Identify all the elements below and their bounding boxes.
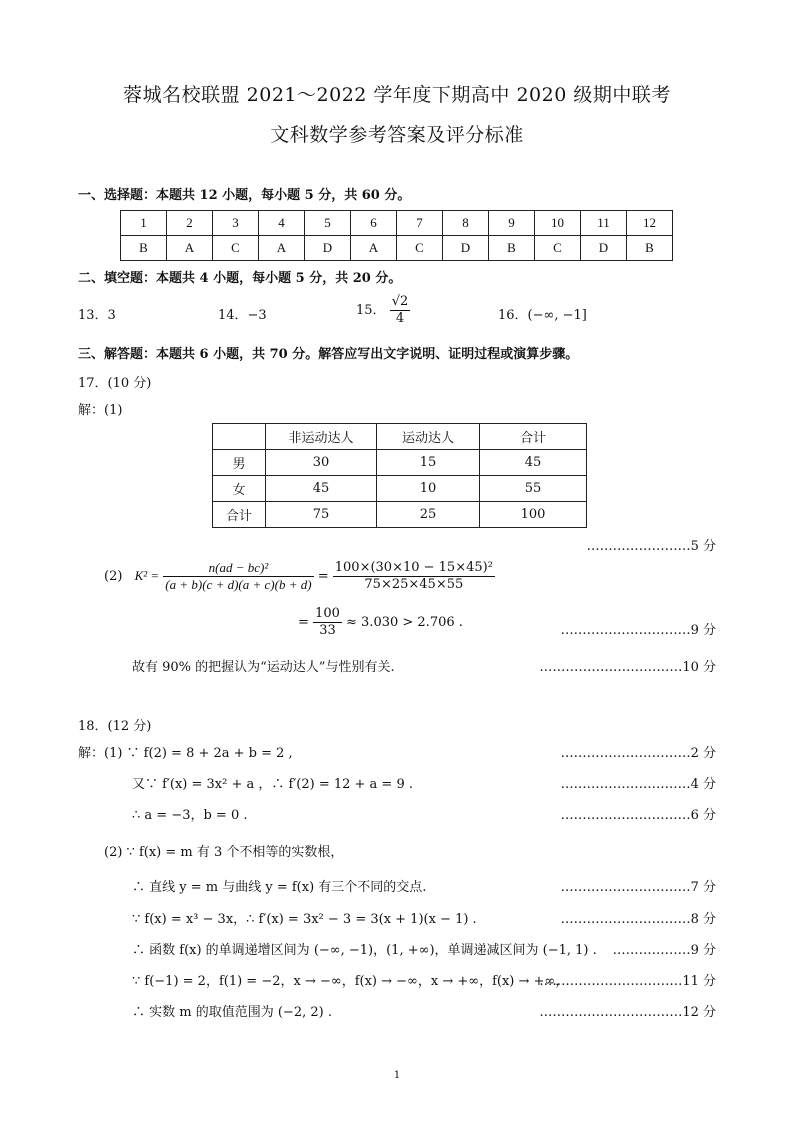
answer-table (120, 210, 673, 261)
fraction-denominator: 4 (395, 311, 405, 326)
q18-score-4: …………………………4 分 (560, 777, 716, 792)
k2-result-comparison: ≈ 3.030 > 2.706 . (346, 615, 463, 630)
answer-number-cell: 5 (305, 211, 351, 236)
contingency-cell: 10 (377, 476, 480, 502)
answer-number-cell: 8 (443, 211, 489, 236)
contingency-cell: 30 (266, 450, 377, 476)
answer-13: 13．3 (78, 308, 116, 323)
answer-number-cell: 12 (627, 211, 673, 236)
k2-value-fraction (333, 560, 495, 593)
answer-number-cell: 1 (121, 211, 167, 236)
section1-heading: 一、选择题：本题共 12 小题，每小题 5 分，共 60 分。 (78, 188, 411, 203)
answer-value-cell: C (535, 236, 581, 261)
k2-value-numerator: 100×(30×10 − 15×45)² (334, 560, 493, 575)
k2-value-denominator: 75×25×45×55 (364, 577, 464, 592)
answer-number-cell: 7 (397, 211, 443, 236)
q18-score-7: …………………………7 分 (560, 880, 716, 895)
answer-15-fraction (390, 294, 411, 327)
q18-line6: ∵ f(x) = x³ − 3x，∴ f′(x) = 3x² − 3 = 3(x + 1)(x − 1) . (132, 912, 477, 927)
contingency-cell: 25 (377, 502, 480, 528)
contingency-cell: 15 (377, 450, 480, 476)
q17-label: 17．(10 分) (78, 376, 152, 391)
q18-score-6: …………………………6 分 (560, 808, 716, 823)
answer-value-cell: D (443, 236, 489, 261)
q18-score-9: ………………9 分 (612, 943, 716, 958)
answer-number-cell: 11 (581, 211, 627, 236)
contingency-cell: 100 (480, 502, 587, 528)
answer-14: 14．−3 (218, 308, 267, 323)
contingency-cell: 合计 (213, 502, 266, 528)
contingency-cell: 女 (213, 476, 266, 502)
q18-label: 18．(12 分) (78, 719, 152, 734)
answer-value-row (121, 236, 673, 261)
k2-formula-denominator: (a + b)(c + d)(a + c)(b + d) (165, 577, 312, 592)
answer-value-cell: D (581, 236, 627, 261)
answer-15-label: 15． (356, 303, 386, 318)
q17-conclusion: 故有 90% 的把握认为“运动达人”与性别有关. (132, 660, 395, 675)
contingency-row (213, 450, 587, 476)
answer-value-cell: C (397, 236, 443, 261)
page-subtitle: 文科数学参考答案及评分标准 (270, 124, 524, 146)
contingency-cell: 45 (480, 450, 587, 476)
k2-lhs: K² = (134, 568, 160, 583)
answer-value-cell: A (259, 236, 305, 261)
answer-value-cell: B (627, 236, 673, 261)
k2-result (298, 606, 463, 639)
answer-number-cell: 2 (167, 211, 213, 236)
fraction-numerator: √2 (391, 294, 409, 309)
contingency-header-row (213, 424, 587, 450)
q18-line2: 又∵ f′(x) = 3x² + a ，∴ f′(2) = 12 + a = 9 . (132, 777, 413, 792)
q17-part1: 解：(1) (78, 403, 123, 418)
contingency-row (213, 502, 587, 528)
answer-value-cell: A (167, 236, 213, 261)
contingency-header-cell: 合计 (480, 424, 587, 450)
q18-line9: ∴ 实数 m 的取值范围为 (−2, 2) . (132, 1005, 332, 1020)
q18-score-8: …………………………8 分 (560, 912, 716, 927)
answer-value-cell: B (489, 236, 535, 261)
answer-15 (356, 294, 410, 327)
section2-heading: 二、填空题：本题共 4 小题，每小题 5 分，共 20 分。 (78, 271, 402, 286)
q17-score-10: ……………………………10 分 (539, 660, 716, 675)
k2-formula-fraction (163, 560, 313, 593)
contingency-cell: 55 (480, 476, 587, 502)
q18-line7: ∴ 函数 f(x) 的单调递增区间为 (−∞, −1)，(1, +∞)，单调递减区间为 (−1, 1) . (132, 943, 597, 958)
k2-result-fraction (313, 606, 342, 639)
answer-number-cell: 10 (535, 211, 581, 236)
q18-score-11: ……………………………11 分 (539, 974, 716, 989)
q18-line8: ∵ f(−1) = 2，f(1) = −2，x → −∞，f(x) → −∞，x → +∞，f(x) → +∞， (132, 974, 569, 989)
answer-number-cell: 3 (213, 211, 259, 236)
answer-number-cell: 6 (351, 211, 397, 236)
contingency-cell: 45 (266, 476, 377, 502)
q18-score-12: ……………………………12 分 (539, 1005, 716, 1020)
q17-score-5: ……………………5 分 (586, 539, 716, 554)
contingency-cell: 男 (213, 450, 266, 476)
q18-line1: 解：(1) ∵ f(2) = 8 + 2a + b = 2 , (78, 746, 293, 761)
q17-part2-label: (2) (104, 569, 123, 584)
k2-formula-numerator: n(ad − bc)² (163, 560, 313, 577)
contingency-table (212, 423, 587, 528)
answer-16: 16．(−∞, −1] (498, 308, 587, 323)
k2-result-denominator: 33 (319, 623, 336, 638)
answer-number-row (121, 211, 673, 236)
answer-value-cell: D (305, 236, 351, 261)
q17-score-9: …………………………9 分 (560, 623, 716, 638)
contingency-header-cell: 非运动达人 (266, 424, 377, 450)
section3-heading: 三、解答题：本题共 6 小题，共 70 分。解答应写出文字说明、证明过程或演算步骤。 (78, 347, 579, 362)
q18-line3: ∴ a = −3，b = 0 . (132, 808, 248, 823)
answer-value-cell: C (213, 236, 259, 261)
q18-line5: ∴ 直线 y = m 与曲线 y = f(x) 有三个不同的交点. (132, 880, 427, 895)
contingency-cell: 75 (266, 502, 377, 528)
k2-result-equals: = (298, 615, 309, 630)
k2-result-numerator: 100 (315, 606, 340, 621)
q18-score-2: …………………………2 分 (560, 746, 716, 761)
contingency-header-cell: 运动达人 (377, 424, 480, 450)
answer-value-cell: B (121, 236, 167, 261)
answer-number-cell: 9 (489, 211, 535, 236)
contingency-header-cell (213, 424, 266, 450)
answer-number-cell: 4 (259, 211, 305, 236)
q17-part2-formula (104, 560, 495, 593)
page-title: 蓉城名校联盟 2021～2022 学年度下期高中 2020 级期中联考 (123, 84, 671, 106)
contingency-row (213, 476, 587, 502)
answer-value-cell: A (351, 236, 397, 261)
q18-line4: (2) ∵ f(x) = m 有 3 个不相等的实数根， (104, 845, 344, 860)
page-number: 1 (393, 1070, 401, 1081)
k2-equals: = (317, 569, 329, 584)
